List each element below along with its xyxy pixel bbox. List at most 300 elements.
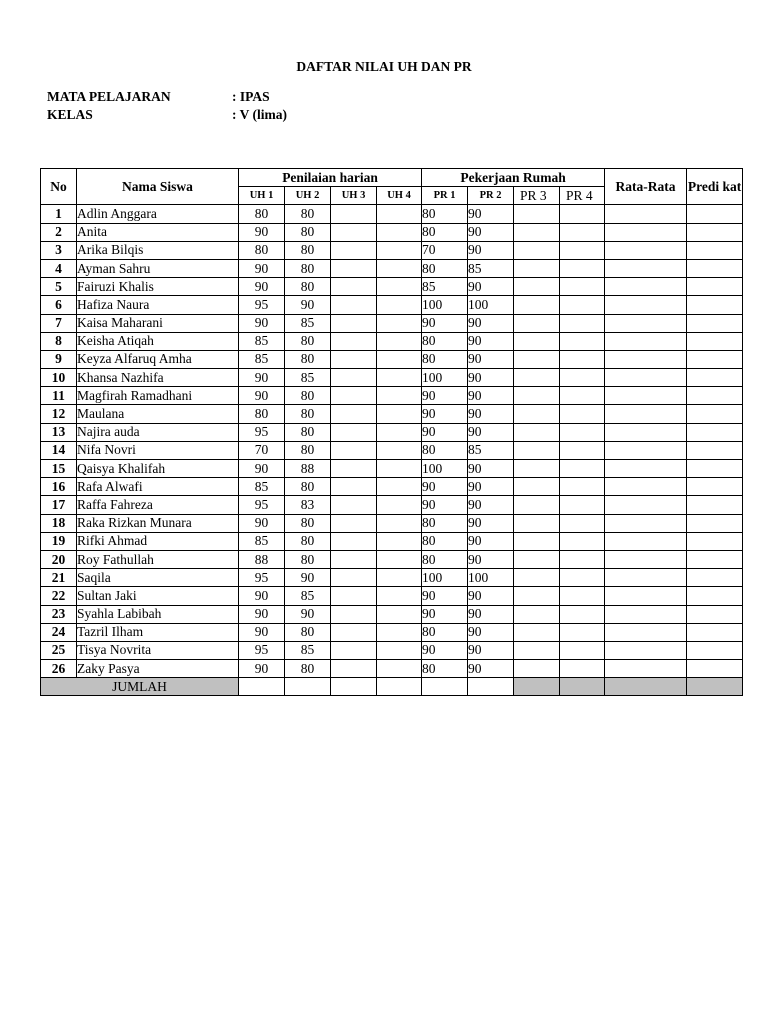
- student-name: Ayman Sahru: [77, 259, 239, 277]
- score-uh4: [377, 350, 422, 368]
- rata-rata-cell: [605, 460, 687, 478]
- score-pr2: 90: [468, 369, 514, 387]
- score-pr1: 90: [422, 314, 468, 332]
- student-no: 8: [41, 332, 77, 350]
- score-pr4: [560, 405, 605, 423]
- total-cell: [239, 678, 285, 696]
- student-name: Maulana: [77, 405, 239, 423]
- score-uh1: 95: [239, 569, 285, 587]
- score-uh2: 80: [285, 660, 331, 678]
- rata-rata-cell: [605, 423, 687, 441]
- table-row: [41, 350, 743, 368]
- score-uh4: [377, 441, 422, 459]
- score-pr3: [514, 660, 560, 678]
- score-uh1: 90: [239, 660, 285, 678]
- score-pr3: [514, 605, 560, 623]
- score-pr1: 90: [422, 478, 468, 496]
- score-pr3: [514, 441, 560, 459]
- student-name: Rifki Ahmad: [77, 532, 239, 550]
- score-uh4: [377, 223, 422, 241]
- student-no: 15: [41, 460, 77, 478]
- score-pr3: [514, 223, 560, 241]
- score-uh2: 80: [285, 550, 331, 568]
- score-pr2: 90: [468, 241, 514, 259]
- table-row: [41, 387, 743, 405]
- student-name: Fairuzi Khalis: [77, 278, 239, 296]
- score-pr2: 90: [468, 332, 514, 350]
- student-name: Qaisya Khalifah: [77, 460, 239, 478]
- table-row: [41, 332, 743, 350]
- score-uh3: [331, 514, 377, 532]
- score-pr3: [514, 623, 560, 641]
- score-uh4: [377, 587, 422, 605]
- score-uh3: [331, 369, 377, 387]
- score-uh1: 90: [239, 460, 285, 478]
- score-uh3: [331, 641, 377, 659]
- score-uh4: [377, 296, 422, 314]
- student-no: 19: [41, 532, 77, 550]
- score-uh1: 90: [239, 369, 285, 387]
- score-uh3: [331, 223, 377, 241]
- header-uh4: UH 4: [377, 187, 422, 205]
- score-uh3: [331, 350, 377, 368]
- score-uh1: 80: [239, 241, 285, 259]
- student-name: Kaisa Maharani: [77, 314, 239, 332]
- predikat-cell: [687, 259, 743, 277]
- predikat-cell: [687, 441, 743, 459]
- score-uh1: 90: [239, 259, 285, 277]
- score-uh4: [377, 241, 422, 259]
- score-pr3: [514, 332, 560, 350]
- score-uh4: [377, 496, 422, 514]
- table-row: [41, 605, 743, 623]
- score-uh1: 70: [239, 441, 285, 459]
- table-row: [41, 550, 743, 568]
- score-uh3: [331, 532, 377, 550]
- predikat-cell: [687, 296, 743, 314]
- table-row: [41, 587, 743, 605]
- predikat-cell: [687, 496, 743, 514]
- score-uh3: [331, 587, 377, 605]
- score-pr4: [560, 441, 605, 459]
- score-uh2: 83: [285, 496, 331, 514]
- header-no: No: [41, 169, 77, 205]
- score-pr1: 100: [422, 460, 468, 478]
- score-uh1: 85: [239, 478, 285, 496]
- score-uh1: 80: [239, 405, 285, 423]
- score-uh4: [377, 478, 422, 496]
- rata-rata-cell: [605, 369, 687, 387]
- score-pr2: 90: [468, 532, 514, 550]
- student-no: 1: [41, 205, 77, 223]
- score-uh3: [331, 205, 377, 223]
- student-no: 5: [41, 278, 77, 296]
- score-pr3: [514, 496, 560, 514]
- score-uh4: [377, 641, 422, 659]
- table-row: [41, 259, 743, 277]
- score-pr1: 100: [422, 369, 468, 387]
- score-pr4: [560, 223, 605, 241]
- student-no: 9: [41, 350, 77, 368]
- student-name: Syahla Labibah: [77, 605, 239, 623]
- student-name: Hafiza Naura: [77, 296, 239, 314]
- predikat-cell: [687, 569, 743, 587]
- score-pr3: [514, 296, 560, 314]
- score-uh2: 80: [285, 241, 331, 259]
- score-uh2: 85: [285, 314, 331, 332]
- score-uh4: [377, 314, 422, 332]
- predikat-cell: [687, 314, 743, 332]
- score-uh4: [377, 660, 422, 678]
- predikat-cell: [687, 369, 743, 387]
- score-pr1: 90: [422, 496, 468, 514]
- predikat-cell: [687, 405, 743, 423]
- score-pr3: [514, 387, 560, 405]
- student-name: Zaky Pasya: [77, 660, 239, 678]
- rata-rata-cell: [605, 223, 687, 241]
- score-uh2: 80: [285, 278, 331, 296]
- score-pr4: [560, 496, 605, 514]
- header-pr2: PR 2: [468, 187, 514, 205]
- score-pr2: 90: [468, 460, 514, 478]
- student-name: Roy Fathullah: [77, 550, 239, 568]
- student-name: Khansa Nazhifa: [77, 369, 239, 387]
- student-no: 21: [41, 569, 77, 587]
- score-uh1: 90: [239, 587, 285, 605]
- score-uh2: 80: [285, 259, 331, 277]
- table-row: [41, 278, 743, 296]
- predikat-cell: [687, 587, 743, 605]
- score-uh3: [331, 405, 377, 423]
- score-pr3: [514, 350, 560, 368]
- grades-table: [40, 168, 743, 696]
- class-value: : V (lima): [232, 107, 287, 122]
- score-uh4: [377, 205, 422, 223]
- score-pr2: 90: [468, 405, 514, 423]
- score-uh3: [331, 296, 377, 314]
- score-pr3: [514, 314, 560, 332]
- score-uh3: [331, 660, 377, 678]
- score-pr3: [514, 641, 560, 659]
- score-uh2: 80: [285, 350, 331, 368]
- score-uh3: [331, 314, 377, 332]
- score-pr1: 80: [422, 350, 468, 368]
- student-name: Adlin Anggara: [77, 205, 239, 223]
- score-pr3: [514, 423, 560, 441]
- score-pr4: [560, 205, 605, 223]
- score-pr2: 85: [468, 259, 514, 277]
- student-name: Sultan Jaki: [77, 587, 239, 605]
- score-pr1: 80: [422, 205, 468, 223]
- header-uh2: UH 2: [285, 187, 331, 205]
- score-uh1: 88: [239, 550, 285, 568]
- header-uh1: UH 1: [239, 187, 285, 205]
- score-uh1: 85: [239, 350, 285, 368]
- score-uh4: [377, 532, 422, 550]
- predikat-cell: [687, 332, 743, 350]
- score-uh1: 90: [239, 314, 285, 332]
- total-cell: [687, 678, 743, 696]
- student-no: 2: [41, 223, 77, 241]
- score-pr1: 85: [422, 278, 468, 296]
- table-row: [41, 314, 743, 332]
- score-uh1: 90: [239, 223, 285, 241]
- score-pr1: 90: [422, 423, 468, 441]
- header-penilaian-harian: Penilaian harian: [239, 169, 422, 187]
- score-pr1: 80: [422, 550, 468, 568]
- score-pr1: 80: [422, 441, 468, 459]
- score-pr3: [514, 369, 560, 387]
- table-row: [41, 478, 743, 496]
- score-uh4: [377, 550, 422, 568]
- table-row: [41, 296, 743, 314]
- score-uh1: 90: [239, 514, 285, 532]
- score-pr2: 90: [468, 623, 514, 641]
- student-no: 18: [41, 514, 77, 532]
- score-uh3: [331, 496, 377, 514]
- score-pr2: 90: [468, 423, 514, 441]
- student-name: Najira auda: [77, 423, 239, 441]
- score-pr3: [514, 514, 560, 532]
- header-name: Nama Siswa: [77, 169, 239, 205]
- score-pr1: 90: [422, 605, 468, 623]
- student-name: Raka Rizkan Munara: [77, 514, 239, 532]
- total-cell: [422, 678, 468, 696]
- predikat-cell: [687, 460, 743, 478]
- total-cell: [331, 678, 377, 696]
- score-pr2: 90: [468, 641, 514, 659]
- student-no: 25: [41, 641, 77, 659]
- table-row: [41, 369, 743, 387]
- score-pr3: [514, 205, 560, 223]
- score-uh1: 85: [239, 332, 285, 350]
- predikat-cell: [687, 278, 743, 296]
- score-pr4: [560, 259, 605, 277]
- score-pr3: [514, 569, 560, 587]
- score-pr4: [560, 314, 605, 332]
- score-uh3: [331, 278, 377, 296]
- table-row: [41, 441, 743, 459]
- student-no: 11: [41, 387, 77, 405]
- student-name: Keisha Atiqah: [77, 332, 239, 350]
- rata-rata-cell: [605, 205, 687, 223]
- predikat-cell: [687, 605, 743, 623]
- score-pr4: [560, 587, 605, 605]
- score-uh3: [331, 478, 377, 496]
- score-pr4: [560, 241, 605, 259]
- score-pr4: [560, 532, 605, 550]
- student-name: Tisya Novrita: [77, 641, 239, 659]
- subject-label: MATA PELAJARAN: [47, 89, 171, 104]
- student-name: Keyza Alfaruq Amha: [77, 350, 239, 368]
- score-pr2: 90: [468, 496, 514, 514]
- table-row: [41, 205, 743, 223]
- predikat-cell: [687, 387, 743, 405]
- score-pr1: 70: [422, 241, 468, 259]
- table-row: [41, 660, 743, 678]
- student-name: Magfirah Ramadhani: [77, 387, 239, 405]
- score-pr4: [560, 569, 605, 587]
- student-no: 10: [41, 369, 77, 387]
- student-rows: [41, 205, 743, 678]
- score-pr1: 100: [422, 569, 468, 587]
- table-row: [41, 241, 743, 259]
- score-pr2: 90: [468, 660, 514, 678]
- student-name: Rafa Alwafi: [77, 478, 239, 496]
- score-pr2: 90: [468, 605, 514, 623]
- table-row: [41, 641, 743, 659]
- score-uh3: [331, 550, 377, 568]
- score-pr4: [560, 478, 605, 496]
- score-pr1: 90: [422, 405, 468, 423]
- rata-rata-cell: [605, 623, 687, 641]
- student-no: 22: [41, 587, 77, 605]
- student-name: Anita: [77, 223, 239, 241]
- score-uh3: [331, 259, 377, 277]
- student-no: 17: [41, 496, 77, 514]
- score-uh1: 90: [239, 387, 285, 405]
- student-no: 20: [41, 550, 77, 568]
- score-uh4: [377, 605, 422, 623]
- rata-rata-cell: [605, 314, 687, 332]
- total-row: [41, 678, 743, 696]
- score-uh3: [331, 441, 377, 459]
- student-no: 7: [41, 314, 77, 332]
- score-uh4: [377, 369, 422, 387]
- predikat-cell: [687, 660, 743, 678]
- score-pr3: [514, 241, 560, 259]
- score-pr4: [560, 350, 605, 368]
- score-pr1: 80: [422, 223, 468, 241]
- score-pr1: 80: [422, 332, 468, 350]
- score-uh4: [377, 423, 422, 441]
- score-uh2: 85: [285, 587, 331, 605]
- rata-rata-cell: [605, 241, 687, 259]
- predikat-cell: [687, 241, 743, 259]
- score-uh4: [377, 278, 422, 296]
- score-pr4: [560, 387, 605, 405]
- total-cell: [560, 678, 605, 696]
- score-uh2: 80: [285, 623, 331, 641]
- score-pr4: [560, 641, 605, 659]
- score-uh1: 95: [239, 296, 285, 314]
- table-row: [41, 496, 743, 514]
- score-uh1: 90: [239, 278, 285, 296]
- score-uh4: [377, 514, 422, 532]
- score-uh2: 88: [285, 460, 331, 478]
- rata-rata-cell: [605, 278, 687, 296]
- score-pr4: [560, 278, 605, 296]
- score-uh3: [331, 569, 377, 587]
- rata-rata-cell: [605, 660, 687, 678]
- score-pr4: [560, 423, 605, 441]
- score-uh1: 90: [239, 623, 285, 641]
- score-pr2: 90: [468, 350, 514, 368]
- total-cell: [468, 678, 514, 696]
- predikat-cell: [687, 550, 743, 568]
- predikat-cell: [687, 223, 743, 241]
- score-uh1: 90: [239, 605, 285, 623]
- student-name: Saqila: [77, 569, 239, 587]
- student-no: 16: [41, 478, 77, 496]
- predikat-cell: [687, 641, 743, 659]
- score-uh2: 90: [285, 605, 331, 623]
- score-uh2: 85: [285, 641, 331, 659]
- score-pr2: 90: [468, 587, 514, 605]
- score-uh3: [331, 605, 377, 623]
- table-row: [41, 423, 743, 441]
- score-pr2: 90: [468, 550, 514, 568]
- header-pr1: PR 1: [422, 187, 468, 205]
- score-pr2: 100: [468, 296, 514, 314]
- score-uh2: 80: [285, 514, 331, 532]
- rata-rata-cell: [605, 569, 687, 587]
- score-pr2: 90: [468, 278, 514, 296]
- score-pr1: 90: [422, 587, 468, 605]
- score-pr3: [514, 550, 560, 568]
- score-pr4: [560, 296, 605, 314]
- rata-rata-cell: [605, 387, 687, 405]
- rata-rata-cell: [605, 296, 687, 314]
- student-name: Arika Bilqis: [77, 241, 239, 259]
- table-row: [41, 569, 743, 587]
- score-pr1: 80: [422, 623, 468, 641]
- score-pr4: [560, 623, 605, 641]
- table-row: [41, 405, 743, 423]
- rata-rata-cell: [605, 441, 687, 459]
- score-pr1: 100: [422, 296, 468, 314]
- student-name: Nifa Novri: [77, 441, 239, 459]
- score-uh4: [377, 387, 422, 405]
- score-pr2: 90: [468, 314, 514, 332]
- header-predikat: Predi kat: [687, 169, 743, 205]
- table-row: [41, 460, 743, 478]
- score-pr1: 80: [422, 660, 468, 678]
- score-uh1: 95: [239, 423, 285, 441]
- score-pr4: [560, 660, 605, 678]
- rata-rata-cell: [605, 350, 687, 368]
- header-uh3: UH 3: [331, 187, 377, 205]
- score-pr2: 90: [468, 387, 514, 405]
- rata-rata-cell: [605, 532, 687, 550]
- score-uh2: 90: [285, 296, 331, 314]
- header-pr4: PR 4: [560, 187, 605, 205]
- rata-rata-cell: [605, 514, 687, 532]
- score-pr1: 90: [422, 387, 468, 405]
- student-no: 23: [41, 605, 77, 623]
- score-pr1: 90: [422, 641, 468, 659]
- predikat-cell: [687, 623, 743, 641]
- score-pr4: [560, 514, 605, 532]
- score-pr4: [560, 605, 605, 623]
- student-no: 13: [41, 423, 77, 441]
- score-uh2: 90: [285, 569, 331, 587]
- rata-rata-cell: [605, 587, 687, 605]
- total-cell: [514, 678, 560, 696]
- score-uh2: 80: [285, 441, 331, 459]
- score-pr2: 90: [468, 478, 514, 496]
- predikat-cell: [687, 478, 743, 496]
- student-no: 26: [41, 660, 77, 678]
- score-pr1: 80: [422, 532, 468, 550]
- rata-rata-cell: [605, 496, 687, 514]
- score-uh4: [377, 405, 422, 423]
- score-pr2: 85: [468, 441, 514, 459]
- score-pr3: [514, 478, 560, 496]
- score-uh2: 80: [285, 405, 331, 423]
- student-no: 3: [41, 241, 77, 259]
- score-pr1: 80: [422, 514, 468, 532]
